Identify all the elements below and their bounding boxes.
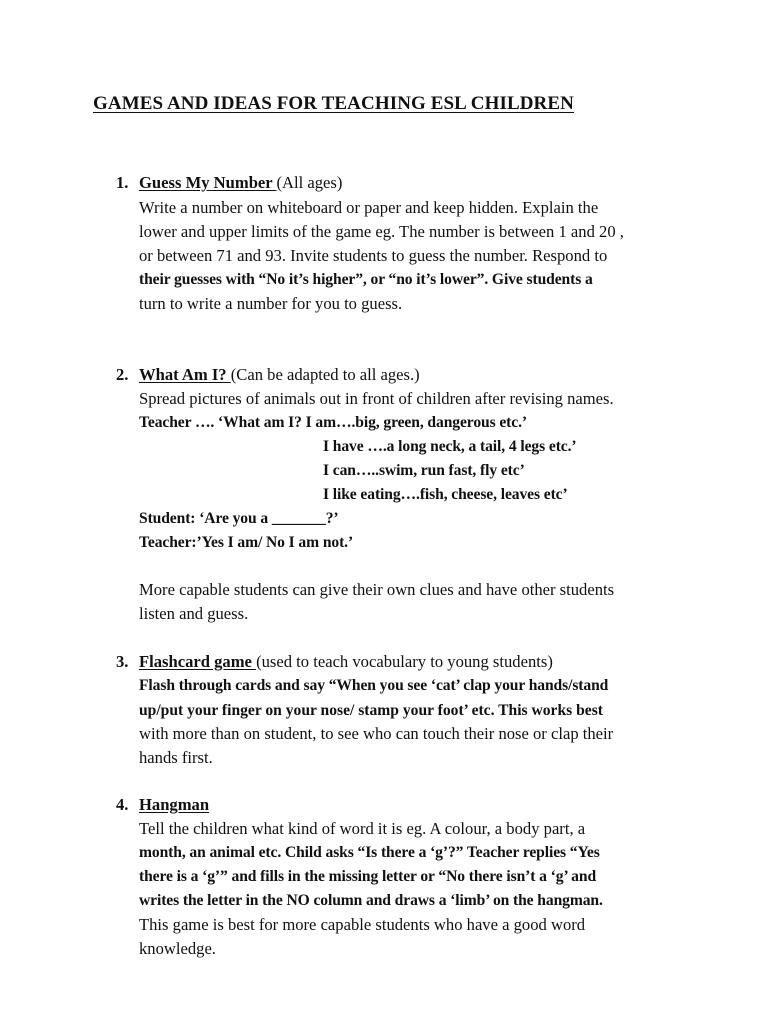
document-title: GAMES AND IDEAS FOR TEACHING ESL CHILDREN [93, 93, 574, 114]
item-2-line-5: I like eating….fish, cheese, leaves etc’ [323, 486, 568, 503]
item-4-line-6: knowledge. [139, 939, 216, 958]
item-2-line-1: Spread pictures of animals out in front of children after revising names. [139, 389, 614, 408]
item-2-number: 2. [116, 365, 129, 384]
item-1-line-1: Write a number on whiteboard or paper and keep hidden. Explain the [139, 198, 599, 217]
item-2-line-2: Teacher …. ‘What am I? I am….big, green, dangerous etc.’ [139, 414, 527, 431]
item-4-line-3: there is a ‘g’” and fills in the missing letter or “No there isn’t a ‘g’ and [139, 868, 597, 885]
item-1-line-3: or between 71 and 93. Invite students to guess the number. Respond to [139, 246, 608, 265]
item-1-heading [139, 171, 342, 195]
item-3-line-4: hands first. [139, 748, 213, 767]
item-1-note: (All ages) [276, 173, 343, 192]
item-1-number: 1. [116, 173, 129, 192]
item-1-line-4: their guesses with “No it’s higher”, or “no it’s lower”. Give students a [139, 271, 593, 288]
item-2-line-6: Student: ‘Are you a _______?’ [139, 510, 339, 527]
item-1-title: Guess My Number [139, 173, 277, 192]
item-1-line-2: lower and upper limits of the game eg. The number is between 1 and 20 , [139, 222, 624, 241]
item-2-line-4: I can…..swim, run fast, fly etc’ [323, 462, 525, 479]
item-2-line-7: Teacher:’Yes I am/ No I am not.’ [139, 534, 354, 551]
item-3-line-2 [139, 698, 603, 723]
item-4-line-4: writes the letter in the NO column and draws a ‘limb’ on the hangman. [139, 892, 603, 909]
item-1-line-5: turn to write a number for you to guess. [139, 294, 403, 313]
item-3-note: (used to teach vocabulary to young students) [256, 652, 553, 671]
item-3-number: 3. [116, 652, 129, 671]
item-2-title: What Am I? [139, 365, 231, 384]
item-4-heading [139, 793, 209, 817]
item-4-line-2: month, an animal etc. Child asks “Is there a ‘g’?” Teacher replies “Yes [139, 844, 600, 861]
item-2-heading [139, 363, 420, 387]
item-2-line-8: More capable students can give their own clues and have other students [139, 580, 615, 599]
item-4-line-5: This game is best for more capable students who have a good word [139, 915, 586, 934]
item-2-line-9: listen and guess. [139, 604, 249, 623]
item-3-title: Flashcard game [139, 652, 257, 671]
item-3-line-1: Flash through cards and say “When you see ‘cat’ clap your hands/stand [139, 677, 609, 694]
item-4-title: Hangman [139, 795, 210, 814]
item-4-number: 4. [116, 795, 129, 814]
item-2-line-3: I have ….a long neck, a tail, 4 legs etc.’ [323, 438, 577, 455]
item-3-line-2-text: up/put your finger on your nose/ stamp your foot’ etc. This works best [139, 702, 603, 719]
item-3-line-3: with more than on student, to see who can touch their nose or clap their [139, 724, 614, 743]
item-2-note: (Can be adapted to all ages.) [230, 365, 420, 384]
item-3-heading [139, 650, 553, 674]
item-4-line-1: Tell the children what kind of word it is eg. A colour, a body part, a [139, 819, 586, 838]
